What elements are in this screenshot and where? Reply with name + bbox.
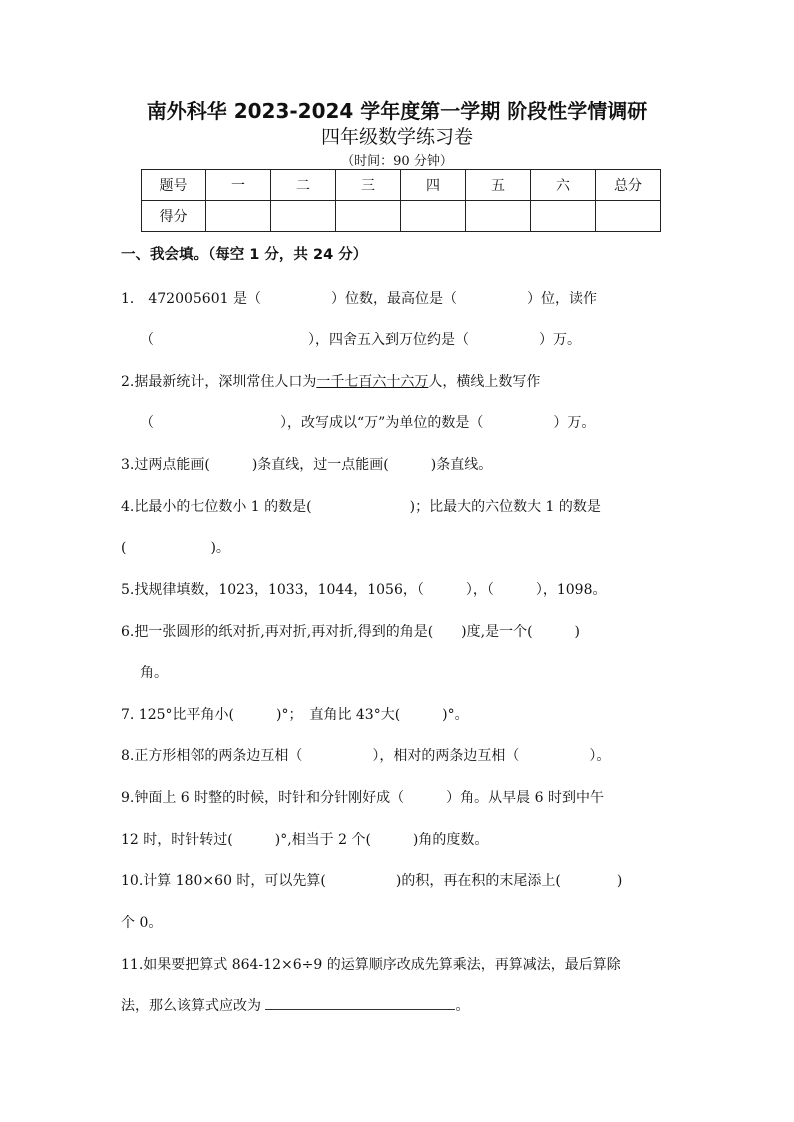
score-input-cell[interactable]: [336, 201, 401, 232]
question-6-line-2: 角。: [140, 665, 168, 681]
time-limit: （时间：90 分钟）: [341, 154, 453, 169]
page-title: 南外科华 2023-2024 学年度第一学期 阶段性学情调研: [146, 99, 648, 123]
table-cell: 五: [466, 170, 531, 201]
table-cell: 三: [336, 170, 401, 201]
question-5: 5.找规律填数，1023，1033，1044，1056，（ ），（ ），1098。: [121, 582, 607, 598]
underlined-number-text: 一千七百六十六万: [316, 374, 429, 390]
table-cell: 六: [531, 170, 596, 201]
question-7: 7. 125°比平角小( )°； 直角比 43°大( )°。: [121, 707, 469, 723]
question-1-line-2: （ ），四舍五入到万位约是（ ）万。: [140, 332, 581, 348]
score-input-cell[interactable]: [206, 201, 271, 232]
score-input-cell[interactable]: [271, 201, 336, 232]
question-10-line-2: 个 0。: [121, 915, 163, 931]
answer-blank-line[interactable]: [265, 995, 455, 1010]
section-heading: 一、我会填。（每空 1 分，共 24 分）: [121, 247, 368, 263]
question-11-text: 法，那么该算式应改为: [121, 998, 261, 1014]
score-table: [141, 169, 661, 232]
table-cell: 一: [206, 170, 271, 201]
score-input-cell[interactable]: [531, 201, 596, 232]
question-8: 8.正方形相邻的两条边互相（ ），相对的两条边互相（ ）。: [121, 748, 611, 764]
question-2-text: 2.据最新统计，深圳常住人口为: [121, 374, 317, 390]
question-11-end: 。: [455, 998, 470, 1014]
question-9-line-1: 9.钟面上 6 时整的时候，时针和分针刚好成（ ）角。从早晨 6 时到中午: [121, 790, 604, 806]
score-input-cell[interactable]: [596, 201, 661, 232]
question-3: 3.过两点能画( )条直线，过一点能画( )条直线。: [121, 457, 493, 473]
score-table-score-row: [142, 201, 661, 232]
score-input-cell[interactable]: [466, 201, 531, 232]
question-11-line-1: 11.如果要把算式 864-12×6÷9 的运算顺序改成先算乘法，再算减法，最后算除: [121, 957, 621, 973]
table-cell: 得分: [142, 201, 206, 232]
table-cell: 二: [271, 170, 336, 201]
question-10-line-1: 10.计算 180×60 时，可以先算( )的积，再在积的末尾添上( ): [121, 873, 623, 889]
table-cell: 总分: [596, 170, 661, 201]
question-2-text: 人，横线上数写作: [428, 374, 541, 390]
question-1-line-1: 1． 472005601 是（ ）位数，最高位是（ ）位，读作: [121, 291, 597, 307]
question-9-line-2: 12 时，时针转过( )°,相当于 2 个( )角的度数。: [121, 832, 489, 848]
question-4-line-1: 4.比最小的七位数小 1 的数是( )；比最大的六位数大 1 的数是: [121, 499, 601, 515]
table-cell: 题号: [142, 170, 206, 201]
table-cell: 四: [401, 170, 466, 201]
question-4-line-2: ( )。: [121, 540, 230, 556]
score-input-cell[interactable]: [401, 201, 466, 232]
question-11-line-2: [121, 995, 469, 1015]
score-table-header-row: [142, 170, 661, 201]
question-6-line-1: 6.把一张圆形的纸对折,再对折,再对折,得到的角是( )度,是一个( ): [121, 624, 581, 640]
question-2-line-2: （ ），改写成以“万”为单位的数是（ ）万。: [140, 415, 596, 431]
question-2-line-1: [121, 371, 540, 391]
page-subtitle: 四年级数学练习卷: [320, 126, 473, 148]
